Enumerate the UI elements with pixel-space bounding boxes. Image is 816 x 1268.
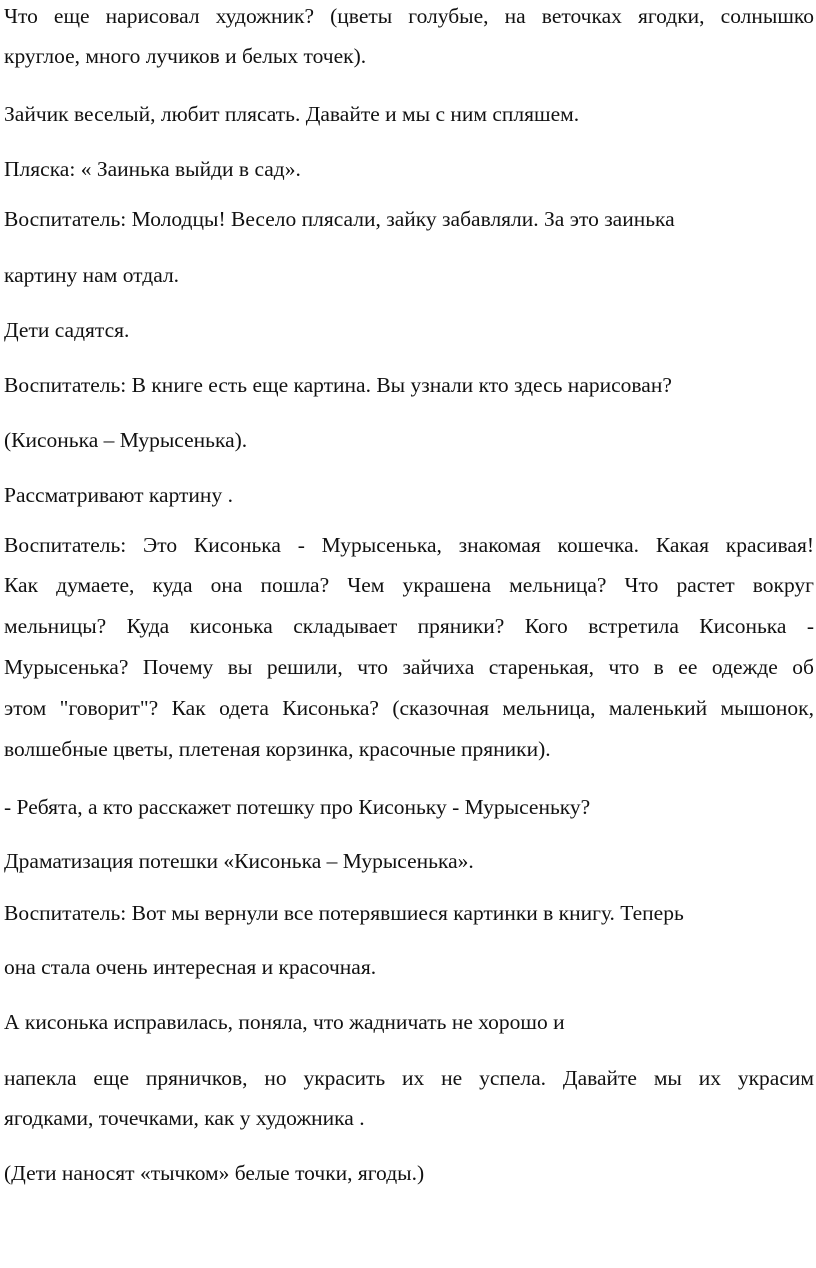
text-line: Как думаете, куда она пошла? Чем украшена мельница? Что растет вокруг bbox=[4, 573, 814, 597]
text-line: волшебные цветы, плетеная корзинка, красочные пряники). bbox=[4, 737, 551, 761]
text-line: Рассматривают картину . bbox=[4, 483, 233, 507]
text-line: (Дети наносят «тычком» белые точки, ягоды.) bbox=[4, 1161, 425, 1185]
text-line: картину нам отдал. bbox=[4, 263, 180, 287]
text-line: - Ребята, а кто расскажет потешку про Кисоньку - Мурысеньку? bbox=[4, 795, 591, 819]
text-line: Воспитатель: Это Кисонька - Мурысенька, знакомая кошечка. Какая красивая! bbox=[4, 533, 814, 557]
text-line: Воспитатель: Вот мы вернули все потерявшиеся картинки в книгу. Теперь bbox=[4, 901, 684, 925]
text-line: А кисонька исправилась, поняла, что жадничать не хорошо и bbox=[4, 1010, 565, 1034]
text-line: она стала очень интересная и красочная. bbox=[4, 955, 377, 979]
text-line: ягодками, точечками, как у художника . bbox=[4, 1106, 365, 1130]
text-line: напекла еще пряничков, но украсить их не успела. Давайте мы их украсим bbox=[4, 1066, 814, 1090]
text-line: Пляска: « Заинька выйди в сад». bbox=[4, 157, 301, 181]
text-line: мельницы? Куда кисонька складывает пряники? Кого встретила Кисонька - bbox=[4, 614, 814, 638]
text-line: Что еще нарисовал художник? (цветы голубые, на веточках ягодки, солнышко bbox=[4, 4, 814, 28]
text-line: Дети садятся. bbox=[4, 318, 130, 342]
text-line: (Кисонька – Мурысенька). bbox=[4, 428, 248, 452]
text-line: круглое, много лучиков и белых точек). bbox=[4, 44, 367, 68]
text-line: Мурысенька? Почему вы решили, что зайчиха старенькая, что в ее одежде об bbox=[4, 655, 814, 679]
text-line: Драматизация потешки «Кисонька – Мурысенька». bbox=[4, 849, 474, 873]
text-line: Зайчик веселый, любит плясать. Давайте и мы с ним спляшем. bbox=[4, 102, 580, 126]
text-line: Воспитатель: В книге есть еще картина. Вы узнали кто здесь нарисован? bbox=[4, 373, 672, 397]
text-line: Воспитатель: Молодцы! Весело плясали, зайку забавляли. За это заинька bbox=[4, 207, 675, 231]
text-line: этом "говорит"? Как одета Кисонька? (сказочная мельница, маленький мышонок, bbox=[4, 696, 814, 720]
